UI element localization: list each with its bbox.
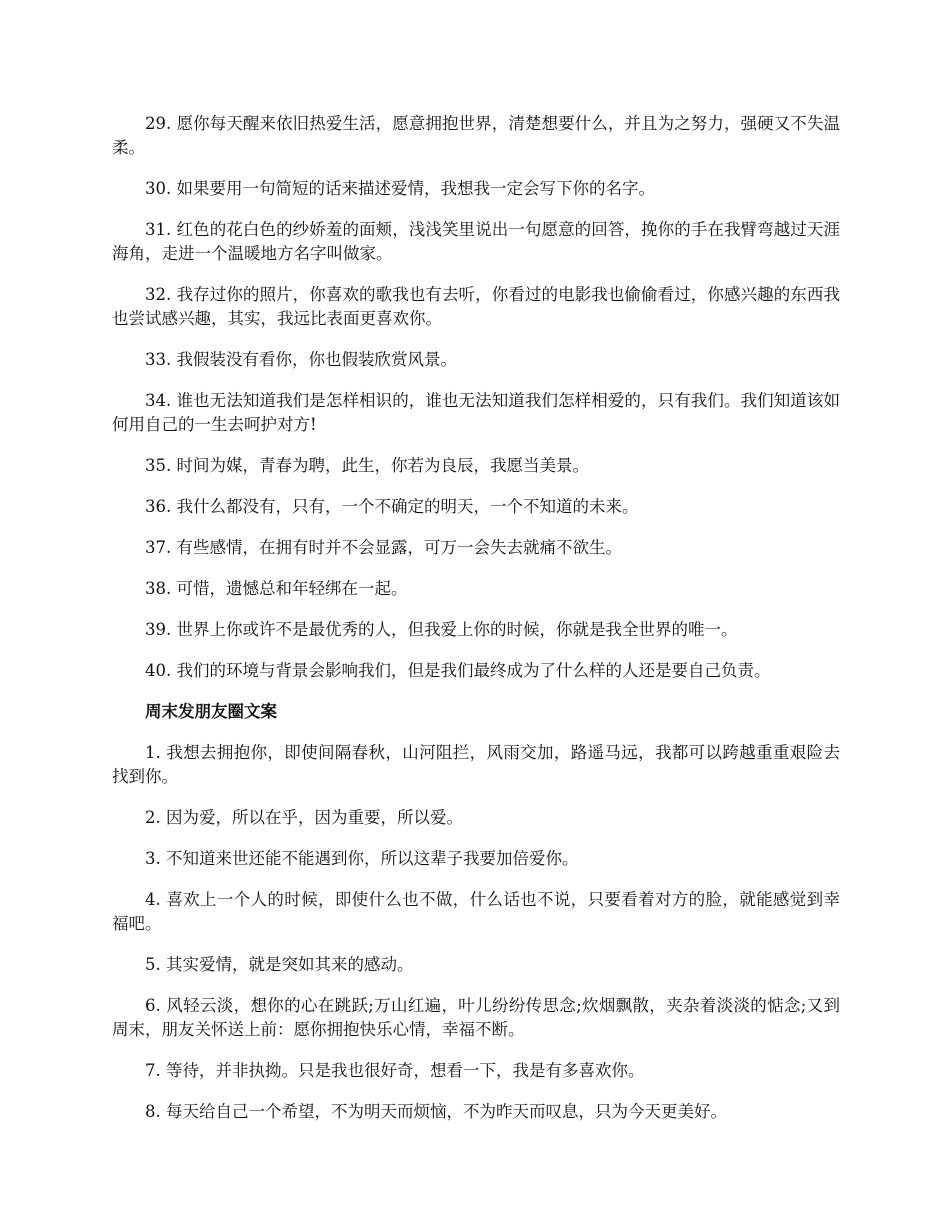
paragraph-weekend-8: 8. 每天给自己一个希望，不为明天而烦恼，不为昨天而叹息，只为今天更美好。 <box>145 1102 727 1121</box>
paragraph-29: 29. 愿你每天醒来依旧热爱生活，愿意拥抱世界，清楚想要什么，并且为之努力，强硬又不失温柔。 <box>112 114 840 157</box>
paragraph-33: 33. 我假装没有看你，你也假装欣赏风景。 <box>145 350 457 369</box>
paragraph-39: 39. 世界上你或许不是最优秀的人，但我爱上你的时候，你就是我全世界的唯一。 <box>145 620 738 639</box>
paragraph-weekend-3: 3. 不知道来世还能不能遇到你，所以这辈子我要加倍爱你。 <box>145 849 579 868</box>
paragraph-35: 35. 时间为媒，青春为聘，此生，你若为良辰，我愿当美景。 <box>145 456 589 475</box>
paragraph-weekend-7: 7. 等待，并非执拗。只是我也很好奇，想看一下，我是有多喜欢你。 <box>145 1061 645 1080</box>
paragraph-32: 32. 我存过你的照片，你喜欢的歌我也有去听，你看过的电影我也偷偷看过，你感兴趣的东西我也尝试感兴趣，其实，我远比表面更喜欢你。 <box>112 285 840 328</box>
paragraph-40: 40. 我们的环境与背景会影响我们，但是我们最终成为了什么样的人还是要自己负责。 <box>145 661 771 680</box>
document-page <box>112 112 840 1141</box>
paragraph-weekend-1: 1. 我想去拥抱你，即使间隔春秋，山河阻拦，风雨交加，路遥马远，我都可以跨越重重艰险去找到你。 <box>112 743 840 786</box>
paragraph-30: 30. 如果要用一句简短的话来描述爱情，我想我一定会写下你的名字。 <box>145 179 655 198</box>
paragraph-31: 31. 红色的花白色的纱娇羞的面颊，浅浅笑里说出一句愿意的回答，挽你的手在我臂弯越过天涯海角，走进一个温暖地方名字叫做家。 <box>112 220 840 263</box>
paragraph-weekend-2: 2. 因为爱，所以在乎，因为重要，所以爱。 <box>145 808 463 827</box>
paragraph-34: 34. 谁也无法知道我们是怎样相识的，谁也无法知道我们怎样相爱的，只有我们。我们知道该如何用自己的一生去呵护对方! <box>112 391 840 434</box>
section-heading: 周末发朋友圈文案 <box>145 702 277 721</box>
paragraph-weekend-6: 6. 风轻云淡，想你的心在跳跃;万山红遍，叶儿纷纷传思念;炊烟飘散，夹杂着淡淡的惦念;又到周末，朋友关怀送上前：愿你拥抱快乐心情，幸福不断。 <box>112 996 840 1039</box>
paragraph-38: 38. 可惜，遗憾总和年轻绑在一起。 <box>145 579 408 598</box>
paragraph-weekend-5: 5. 其实爱情，就是突如其来的感动。 <box>145 955 414 974</box>
paragraph-37: 37. 有些感情，在拥有时并不会显露，可万一会失去就痛不欲生。 <box>145 538 622 557</box>
paragraph-weekend-4: 4. 喜欢上一个人的时候，即使什么也不做，什么话也不说，只要看着对方的脸，就能感觉到幸福吧。 <box>112 890 840 933</box>
paragraph-36: 36. 我什么都没有，只有，一个不确定的明天，一个不知道的未来。 <box>145 497 639 516</box>
